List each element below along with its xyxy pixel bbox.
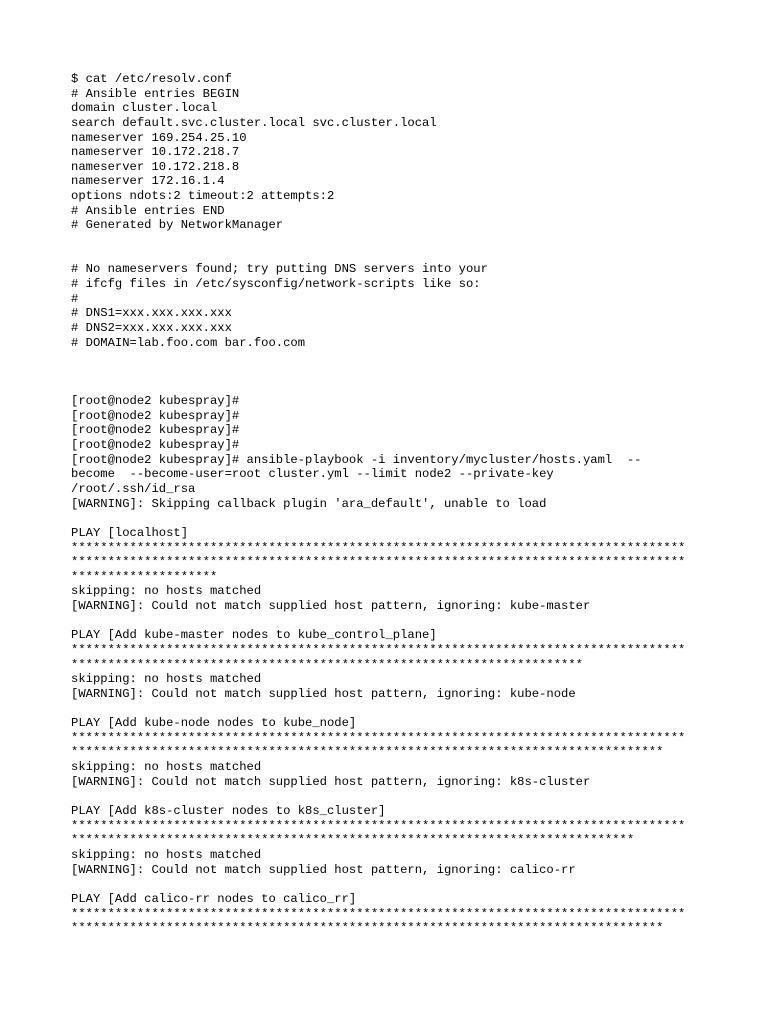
transcript-line: search default.svc.cluster.local svc.cluster.local (71, 115, 437, 130)
transcript-line: PLAY [Add kube-master nodes to kube_control_plane] (71, 628, 437, 643)
transcript-line: [WARNING]: Could not match supplied host pattern, ignoring: kube-master (71, 599, 591, 614)
transcript-line: # ifcfg files in /etc/sysconfig/network-scripts like so: (71, 276, 481, 291)
transcript-line (71, 614, 711, 629)
transcript-line (71, 233, 711, 248)
transcript-line (71, 365, 711, 380)
transcript-line: PLAY [Add kube-node nodes to kube_node] (71, 716, 357, 731)
transcript-line: ************************************************************************************ (71, 540, 686, 555)
transcript-line: ************************************************************************************ (71, 730, 686, 745)
transcript-line: nameserver 10.172.218.8 (71, 159, 240, 174)
transcript-line: skipping: no hosts matched (71, 584, 262, 599)
transcript-line: # DOMAIN=lab.foo.com bar.foo.com (71, 335, 306, 350)
transcript-line: # No nameservers found; try putting DNS servers into your (71, 262, 488, 277)
transcript-line: [WARNING]: Could not match supplied host pattern, ignoring: k8s-cluster (71, 774, 591, 789)
transcript-line: ************************************************************************************ (71, 555, 686, 570)
terminal-transcript (71, 72, 711, 936)
transcript-line: nameserver 172.16.1.4 (71, 174, 225, 189)
transcript-line (71, 350, 711, 365)
transcript-line: ********************************************************************************* (71, 921, 664, 936)
transcript-line: ********************************************************************** (71, 657, 583, 672)
transcript-line: ************************************************************************************ (71, 818, 686, 833)
transcript-line: ************************************************************************************ (71, 906, 686, 921)
transcript-line: /root/.ssh/id_rsa (71, 481, 196, 496)
transcript-line (71, 248, 711, 263)
transcript-line: skipping: no hosts matched (71, 760, 262, 775)
transcript-line: skipping: no hosts matched (71, 672, 262, 687)
transcript-line: domain cluster.local (71, 101, 218, 116)
transcript-line: # Generated by NetworkManager (71, 218, 284, 233)
transcript-line: ************************************************************************************ (71, 642, 686, 657)
transcript-line: [root@node2 kubespray]# (71, 438, 240, 453)
transcript-line (71, 789, 711, 804)
transcript-line: [root@node2 kubespray]# (71, 394, 240, 409)
transcript-line: [WARNING]: Skipping callback plugin 'ara_default', unable to load (71, 496, 547, 511)
transcript-line: [root@node2 kubespray]# (71, 423, 240, 438)
transcript-line: # DNS1=xxx.xxx.xxx.xxx (71, 306, 232, 321)
transcript-line: # Ansible entries BEGIN (71, 86, 240, 101)
transcript-line: skipping: no hosts matched (71, 847, 262, 862)
transcript-line: # Ansible entries END (71, 203, 225, 218)
transcript-line: ***************************************************************************** (71, 833, 635, 848)
transcript-line: $ cat /etc/resolv.conf (71, 72, 232, 86)
transcript-line: PLAY [Add k8s-cluster nodes to k8s_cluster] (71, 804, 386, 819)
transcript-line: become --become-user=root cluster.yml --limit node2 --private-key (71, 467, 554, 482)
transcript-line: PLAY [localhost] (71, 525, 189, 540)
transcript-line: [WARNING]: Could not match supplied host pattern, ignoring: calico-rr (71, 862, 576, 877)
transcript-line: [root@node2 kubespray]# (71, 408, 240, 423)
transcript-line: # DNS2=xxx.xxx.xxx.xxx (71, 320, 232, 335)
transcript-line: ******************** (71, 569, 218, 584)
transcript-line: ********************************************************************************* (71, 745, 664, 760)
transcript-line: [root@node2 kubespray]# ansible-playbook -i inventory/mycluster/hosts.yaml -- (71, 452, 642, 467)
transcript-line (71, 511, 711, 526)
transcript-line: nameserver 10.172.218.7 (71, 145, 240, 160)
transcript-line (71, 877, 711, 892)
transcript-line: nameserver 169.254.25.10 (71, 130, 247, 145)
transcript-line (71, 379, 711, 394)
transcript-line: options ndots:2 timeout:2 attempts:2 (71, 189, 335, 204)
transcript-line: PLAY [Add calico-rr nodes to calico_rr] (71, 891, 357, 906)
transcript-line: [WARNING]: Could not match supplied host pattern, ignoring: kube-node (71, 686, 576, 701)
transcript-line (71, 702, 711, 717)
transcript-line: # (71, 291, 79, 306)
